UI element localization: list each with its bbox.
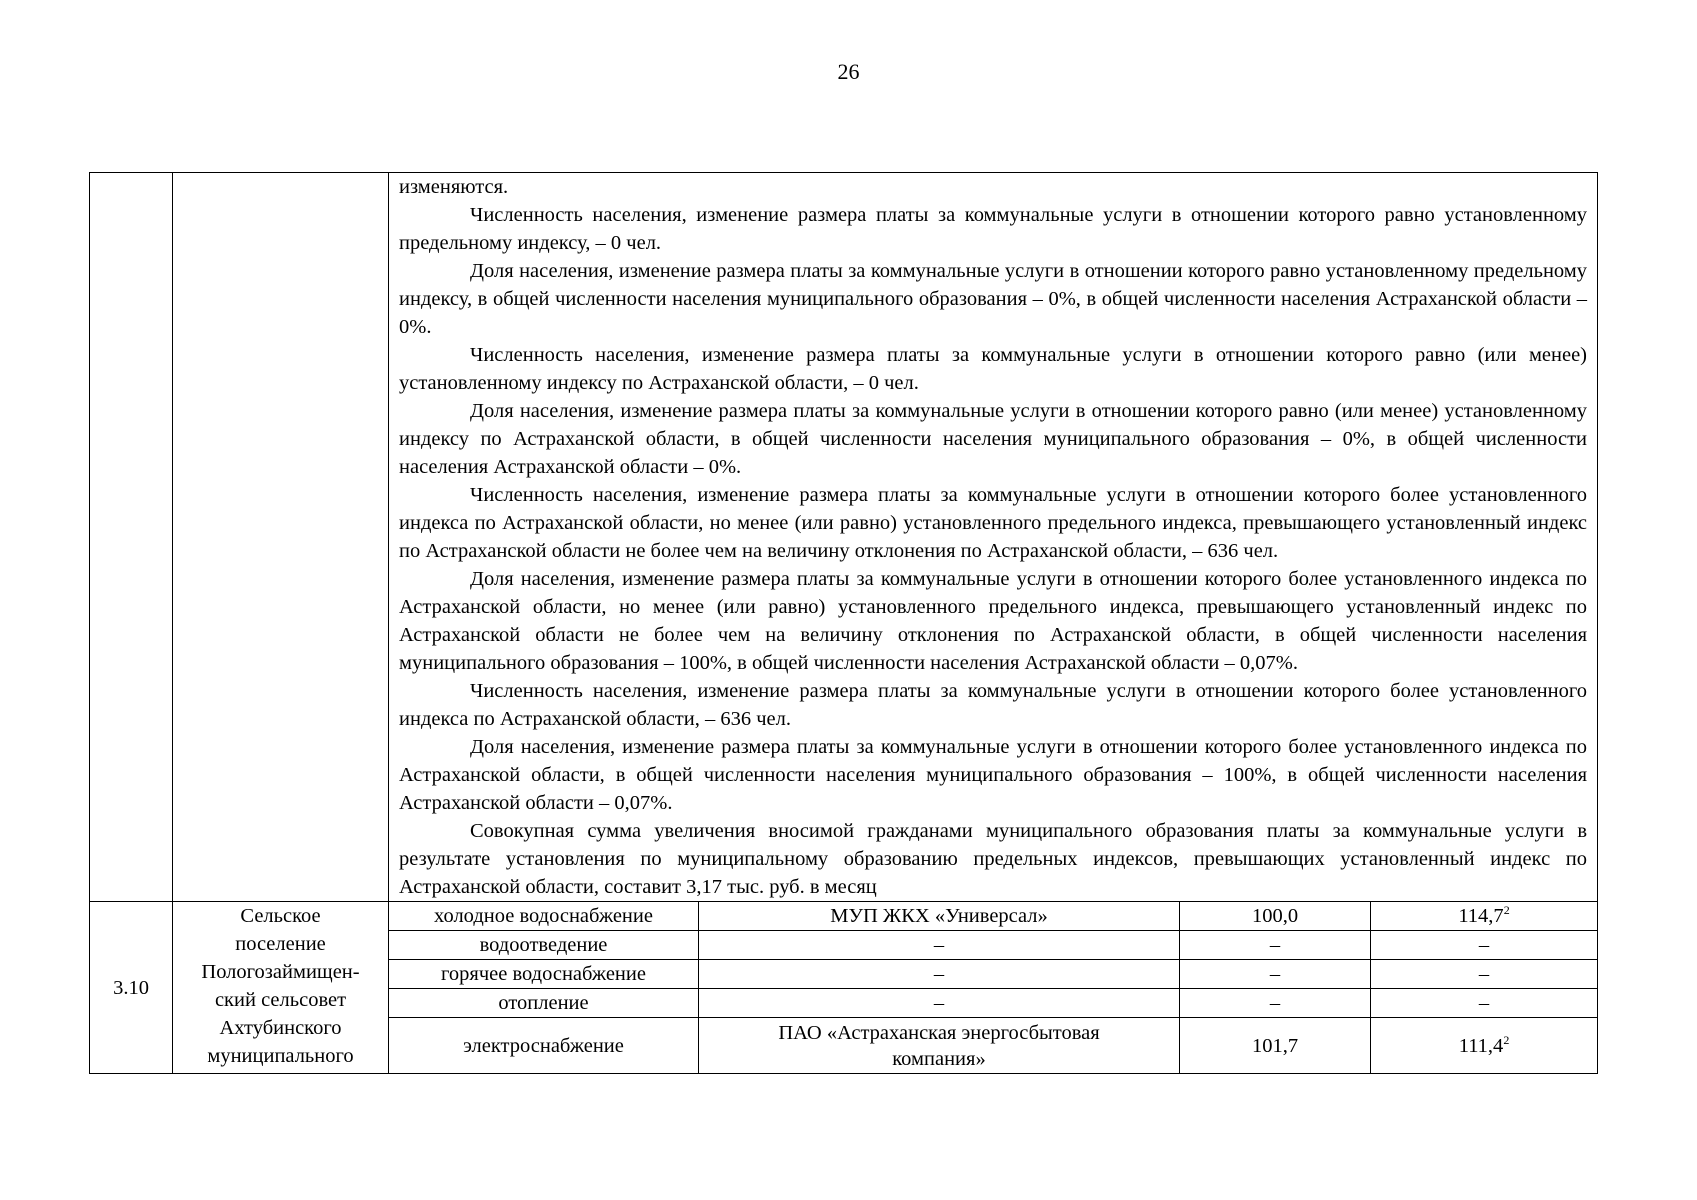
service-name: электроснабжение xyxy=(389,1018,699,1074)
limit-index-cell xyxy=(1371,1018,1598,1074)
limit-index-cell xyxy=(1371,902,1598,931)
text-paragraph: Численность населения, изменение размера платы за коммунальные услуги в отношении которого более установленного индекса по Астраханской области, но менее (или равно) установленного предельного индекса, превышающего установленный индекс по Астраханской области не более чем на величину отклонения по Астраханской области, – 636 чел. xyxy=(399,484,1588,562)
footnote-mark: 2 xyxy=(1503,903,1510,917)
name-line: Ахтубинского xyxy=(219,1017,342,1039)
service-row xyxy=(90,902,1598,931)
document-table xyxy=(89,172,1598,1074)
index-value: – xyxy=(1180,931,1371,960)
footnote-mark: 2 xyxy=(1503,1032,1510,1047)
service-provider xyxy=(699,1018,1180,1074)
index-value: 100,0 xyxy=(1180,902,1371,931)
text-paragraph: Численность населения, изменение размера платы за коммунальные услуги в отношении которого более установленного индекса по Астраханской области, – 636 чел. xyxy=(399,680,1588,730)
index-value: 101,7 xyxy=(1180,1018,1371,1074)
text-fragment: изменяются. xyxy=(399,176,509,198)
limit-index-value: – xyxy=(1371,989,1598,1018)
text-paragraph: Доля населения, изменение размера платы за коммунальные услуги в отношении которого равно (или менее) установленному индексу по Астраханской области, в общей численности населения муниципального образования – 0%, в общей численности населения Астраханской области – 0%. xyxy=(399,400,1588,478)
page-number: 26 xyxy=(837,59,860,84)
provider-line: ПАО «Астраханская энергосбытовая xyxy=(778,1021,1100,1044)
text-paragraph: Доля населения, изменение размера платы за коммунальные услуги в отношении которого более установленного индекса по Астраханской области, в общей численности населения муниципального образования – 100%, в общей численности населения Астраханской области – 0,07%. xyxy=(399,736,1588,814)
text-paragraph: Численность населения, изменение размера платы за коммунальные услуги в отношении которого равно (или менее) установленному индексу по Астраханской области, – 0 чел. xyxy=(399,344,1588,394)
text-paragraph: Доля населения, изменение размера платы за коммунальные услуги в отношении которого равно установленному предельному индексу, в общей численности населения муниципального образования – 0%, в общей численности населения Астраханской области – 0%. xyxy=(399,260,1588,338)
provider-line: компания» xyxy=(892,1047,986,1070)
text-paragraph: Доля населения, изменение размера платы за коммунальные услуги в отношении которого более установленного индекса по Астраханской области, но менее (или равно) установленного предельного индекса, превышающего установленный индекс по Астраханской области не более чем на величину отклонения по Астраханской области, в общей численности населения муниципального образования – 100%, в общей численности населения Астраханской области – 0,07%. xyxy=(399,568,1588,674)
text-paragraph: Совокупная сумма увеличения вносимой гражданами муниципального образования платы за коммунальные услуги в результате установления по муниципальному образованию предельных индексов, превышающих установленный индекс по Астраханской области, составит 3,17 тыс. руб. в месяц xyxy=(399,820,1588,898)
section-number: 3.10 xyxy=(90,902,173,1074)
index-value: – xyxy=(1180,960,1371,989)
name-line: муниципального xyxy=(207,1045,354,1067)
service-provider: МУП ЖКХ «Универсал» xyxy=(699,902,1180,931)
limit-index-value: 114,7 xyxy=(1458,905,1504,927)
service-provider: – xyxy=(699,960,1180,989)
municipality-name xyxy=(173,902,389,1074)
index-value: – xyxy=(1180,989,1371,1018)
service-provider: – xyxy=(699,931,1180,960)
empty-name-cell xyxy=(173,173,389,902)
limit-index-value: 111,4 xyxy=(1458,1034,1504,1057)
service-name: отопление xyxy=(389,989,699,1018)
service-name: водоотведение xyxy=(389,931,699,960)
text-paragraph: Численность населения, изменение размера платы за коммунальные услуги в отношении которого равно установленному предельному индексу, – 0 чел. xyxy=(399,204,1588,254)
name-line: поселение xyxy=(235,933,326,955)
service-name: горячее водоснабжение xyxy=(389,960,699,989)
service-name: холодное водоснабжение xyxy=(389,902,699,931)
empty-number-cell xyxy=(90,173,173,902)
continued-row xyxy=(90,173,1598,902)
name-line: Пологозаймищен- xyxy=(201,961,360,983)
name-line: ский сельсовет xyxy=(214,989,347,1011)
limit-index-value: – xyxy=(1371,960,1598,989)
limit-index-value: – xyxy=(1371,931,1598,960)
continued-text-cell xyxy=(389,173,1598,902)
service-provider: – xyxy=(699,989,1180,1018)
name-line: Сельское xyxy=(240,905,321,927)
